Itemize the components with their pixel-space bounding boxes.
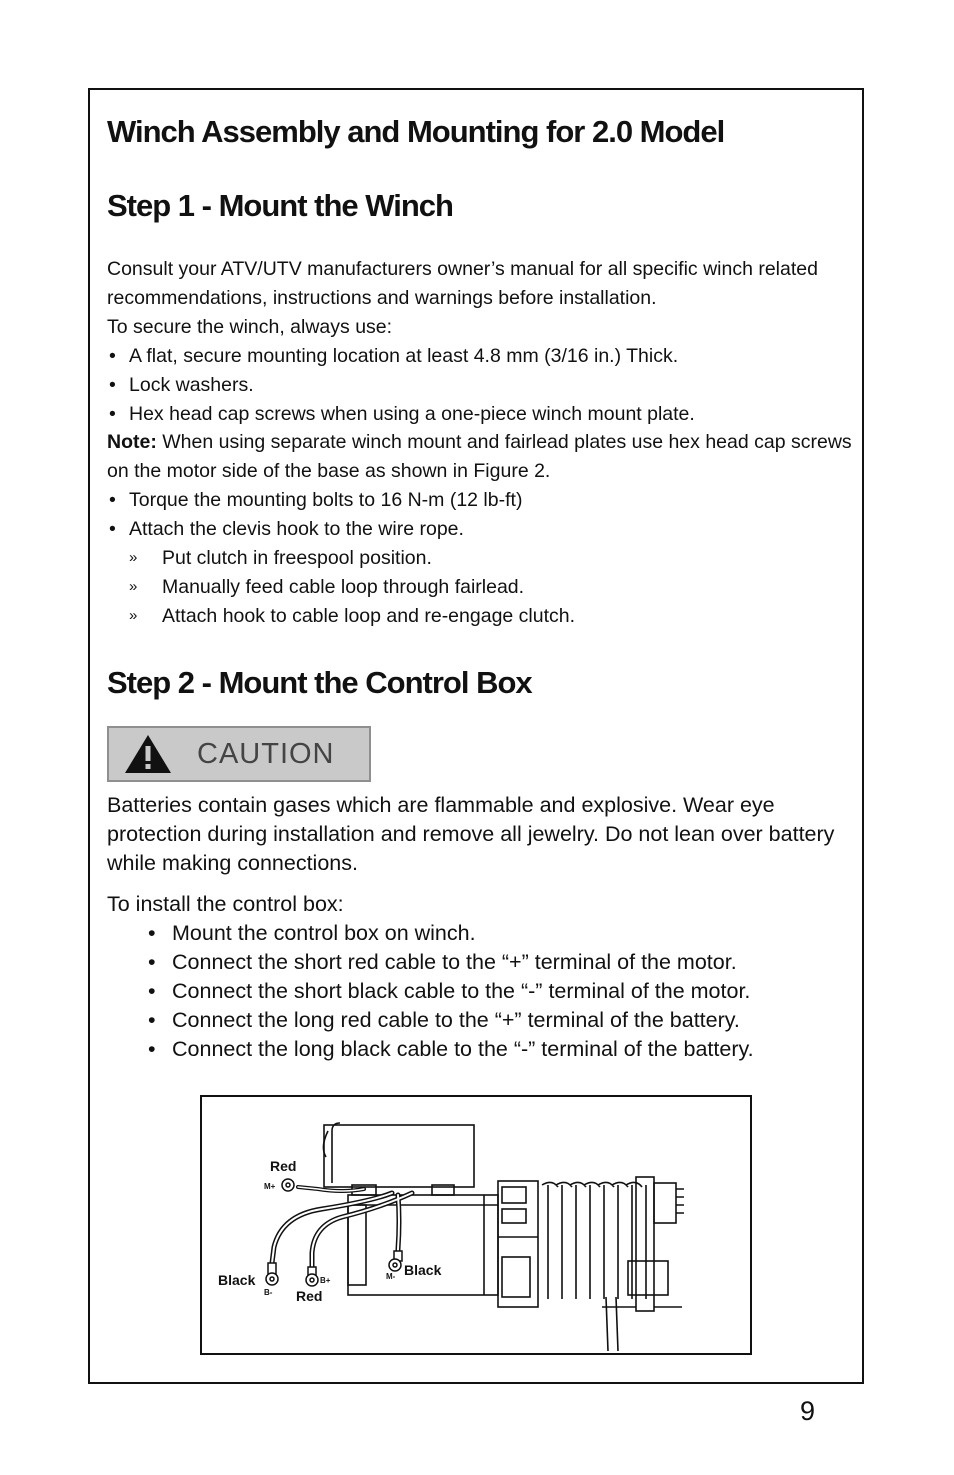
note-text: When using separate winch mount and fairlead plates use hex head cap screws on the motor side of the base as shown in Figure 2. (107, 431, 852, 483)
wiring-diagram (200, 1095, 752, 1355)
label-m-minus: M- (386, 1272, 396, 1281)
list-item: • Lock washers. (107, 371, 852, 400)
step1-heading: Step 1 - Mount the Winch (107, 188, 453, 223)
step1-secure-intro: To secure the winch, always use: (107, 315, 393, 338)
caution-label: CAUTION (197, 738, 335, 770)
label-red-bottom: Red (296, 1288, 323, 1304)
step2-heading: Step 2 - Mount the Control Box (107, 665, 532, 700)
list-item: • Hex head cap screws when using a one-piece winch mount plate. (107, 400, 852, 429)
caution-banner (107, 726, 371, 782)
list-item: • A flat, secure mounting location at least 4.8 mm (3/16 in.) Thick. (107, 342, 852, 371)
page-number: 9 (800, 1396, 816, 1426)
install-steps-list (148, 919, 754, 1064)
list-item: • Connect the long black cable to the “-” terminal of the battery. (148, 1035, 754, 1064)
sub-list-item: » Manually feed cable loop through fairlead. (107, 573, 852, 602)
label-b-plus: B+ (320, 1276, 331, 1285)
list-item: • Attach the clevis hook to the wire rope. (107, 515, 852, 544)
list-item: • Connect the long red cable to the “+” terminal of the battery. (148, 1006, 754, 1035)
step1-body (107, 255, 852, 631)
note-paragraph (107, 428, 852, 486)
list-item: • Connect the short red cable to the “+” terminal of the motor. (148, 948, 754, 977)
warning-triangle-icon (123, 732, 173, 776)
list-item: • Connect the short black cable to the “-” terminal of the motor. (148, 977, 754, 1006)
page-title: Winch Assembly and Mounting for 2.0 Model (107, 114, 725, 149)
install-intro: To install the control box: (107, 892, 344, 916)
label-m-plus: M+ (264, 1182, 276, 1191)
step1-intro: Consult your ATV/UTV manufacturers owner’s manual for all specific winch related recommendations, instructions and warnings before installation. (107, 258, 818, 309)
label-b-minus: B- (264, 1288, 273, 1297)
label-black-right: Black (404, 1262, 442, 1278)
battery-warning: Batteries contain gases which are flammable and explosive. Wear eye protection during installation and remove all jewelry. Do not lean over battery while making connections. (107, 793, 835, 875)
list-item: • Torque the mounting bolts to 16 N-m (12 lb-ft) (107, 486, 852, 515)
sub-list-item: » Attach hook to cable loop and re-engage clutch. (107, 602, 852, 631)
list-item: • Mount the control box on winch. (148, 919, 754, 948)
label-black-left: Black (218, 1272, 256, 1288)
sub-list-item: » Put clutch in freespool position. (107, 544, 852, 573)
label-red-top: Red (270, 1158, 297, 1174)
note-label: Note: (107, 431, 157, 454)
winch-wiring-illustration (202, 1097, 754, 1357)
